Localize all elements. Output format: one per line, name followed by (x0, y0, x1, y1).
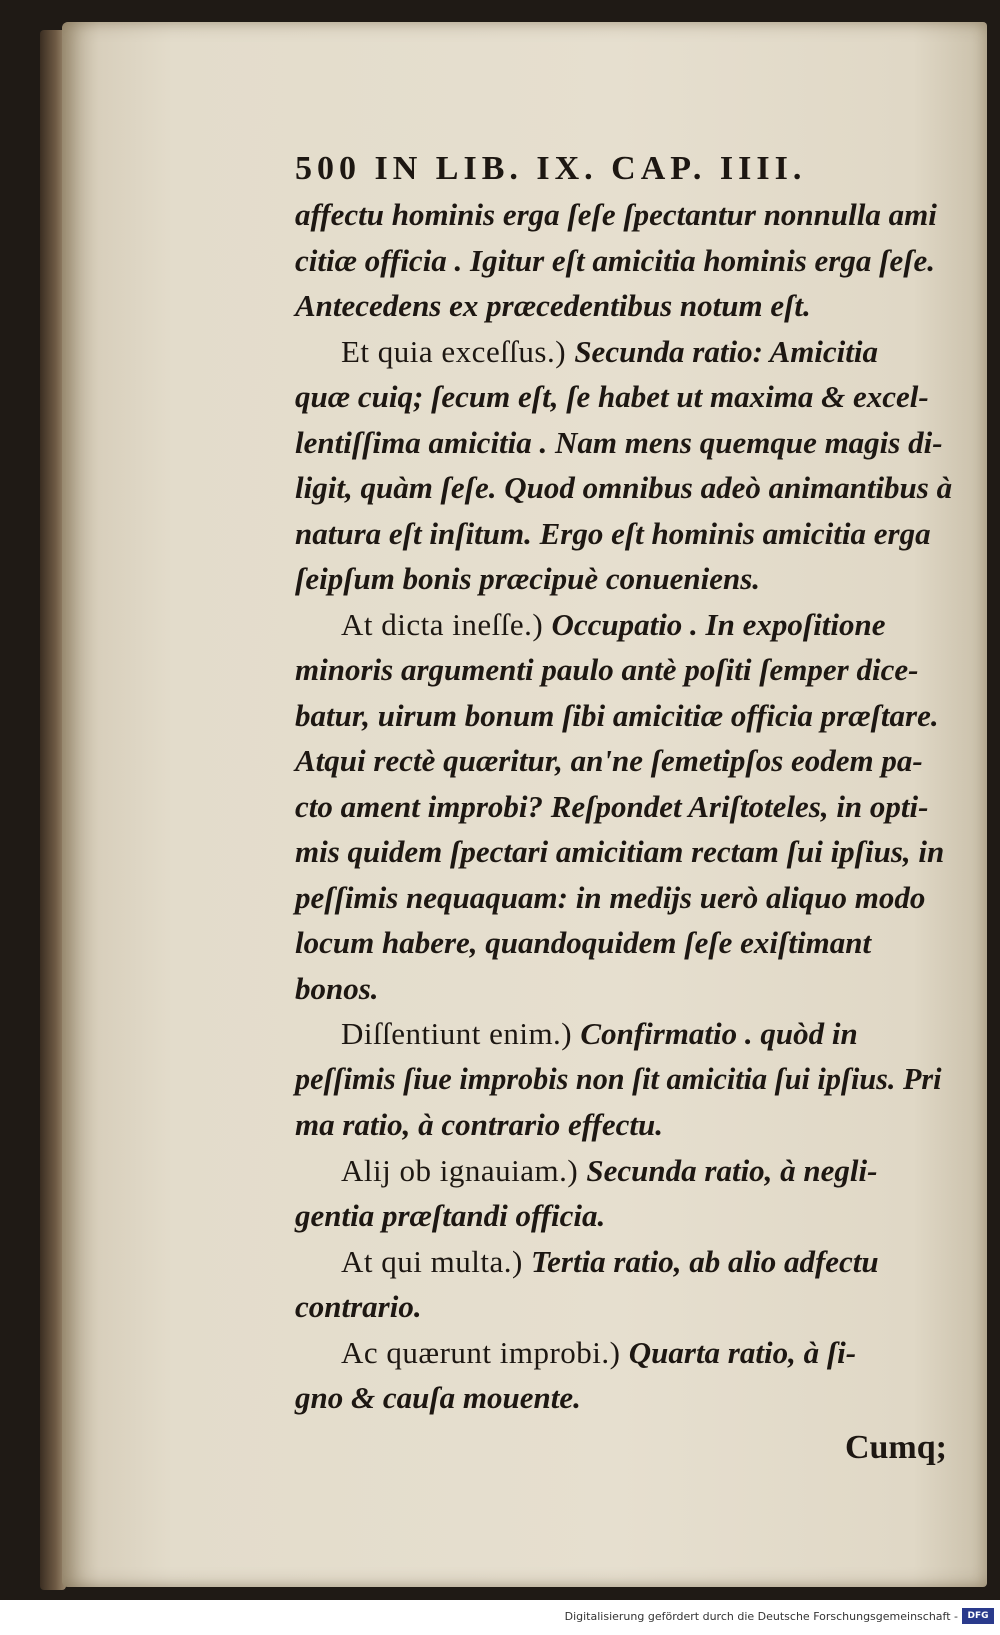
body-text: Atqui rectè quæritur, an'ne ſemetipſos eodem pa- (295, 743, 923, 778)
lemma-text: Diſſentiunt enim.) (341, 1016, 581, 1051)
body-text: Occupatio . In expoſitione (551, 606, 886, 642)
text-line (295, 1330, 955, 1376)
catchword: Cumq; (844, 1428, 947, 1466)
body-text: Tertia ratio, ab alio adfectu (531, 1243, 879, 1279)
text-line (295, 829, 955, 875)
body-text: batur, uirum bonum ſibi amicitiæ officia præſtare. (295, 697, 939, 733)
body-text: bonos. (295, 970, 379, 1006)
body-text: peſſimis nequaquam: in medijs uerò aliquo modo (295, 879, 926, 915)
text-line (295, 920, 955, 966)
text-line (295, 1193, 955, 1239)
text-line (295, 784, 955, 830)
body-text: mis quidem ſpectari amicitiam rectam ſui ipſius, in (295, 834, 945, 869)
text-line (295, 511, 955, 557)
text-lines (295, 192, 955, 1421)
text-line (295, 647, 955, 693)
text-line (295, 966, 955, 1012)
text-line (295, 1284, 955, 1330)
body-text: affectu hominis erga ſeſe ſpectantur nonnulla ami (295, 197, 937, 232)
text-line (295, 556, 955, 602)
lemma-text: Et quia exceſſus.) (341, 333, 575, 369)
text-line (295, 1375, 955, 1421)
lemma-text: At dicta ineſſe.) (341, 606, 552, 642)
body-text: ma ratio, à contrario effectu. (295, 1107, 663, 1142)
text-line (295, 238, 955, 284)
lemma-text: Alij ob ignauiam.) (341, 1152, 587, 1188)
body-text: minoris argumenti paulo antè poſiti ſemper dice- (295, 652, 919, 687)
text-line (295, 374, 955, 420)
body-text: lentiſſima amicitia . Nam mens quemque magis di- (295, 424, 943, 460)
lemma-text: At qui multa.) (341, 1243, 532, 1279)
body-text: peſſimis ſiue improbis non ſit amicitia ſui ipſius. Pri (295, 1061, 942, 1096)
body-text: gno & cauſa mouente. (295, 1380, 581, 1415)
body-text: ligit, quàm ſeſe. Quod omnibus adeò animantibus à (295, 470, 953, 505)
text-line (295, 420, 955, 466)
body-text: ſeipſum bonis præcipuè conueniens. (295, 561, 761, 596)
body-text: locum habere, quandoquidem ſeſe exiſtimant (295, 925, 872, 960)
text-line (295, 1057, 955, 1103)
lemma-text: Ac quærunt improbi.) (341, 1334, 629, 1370)
text-line (295, 1102, 955, 1148)
body-text: Secunda ratio: Amicitia (574, 333, 879, 369)
text-line (295, 465, 955, 511)
body-text: quæ cuiq; ſecum eſt, ſe habet ut maxima & excel- (295, 379, 929, 414)
text-line (295, 738, 955, 784)
body-text: Confirmatio . quòd in (580, 1016, 858, 1051)
body-text: gentia præſtandi officia. (295, 1198, 606, 1233)
footer-bar (0, 1600, 1000, 1635)
dfg-logo-icon: DFG (962, 1608, 994, 1624)
body-text: citiæ officia . Igitur eſt amicitia hominis erga ſeſe. (295, 242, 936, 278)
text-line (295, 1148, 955, 1194)
text-line (295, 192, 955, 238)
body-text: Secunda ratio, à negli- (586, 1152, 878, 1188)
page-text-block (295, 150, 955, 1467)
body-text: contrario. (295, 1289, 422, 1324)
text-line (295, 1011, 955, 1057)
text-line (295, 329, 955, 375)
body-text: natura eſt inſitum. Ergo eſt hominis amicitia erga (295, 515, 931, 551)
text-line (295, 602, 955, 648)
text-line (295, 283, 955, 329)
text-line (295, 1239, 955, 1285)
body-text: Quarta ratio, à ſi- (628, 1334, 857, 1370)
footer-credit: Digitalisierung gefördert durch die Deutsche Forschungsgemeinschaft - (564, 1610, 958, 1623)
text-line (295, 693, 955, 739)
running-head: 500 IN LIB. IX. CAP. IIII. (295, 150, 807, 187)
body-text: Antecedens ex præcedentibus notum eſt. (295, 288, 811, 323)
body-text: cto ament improbi? Reſpondet Ariſtoteles, in opti- (295, 788, 929, 824)
text-line (295, 875, 955, 921)
